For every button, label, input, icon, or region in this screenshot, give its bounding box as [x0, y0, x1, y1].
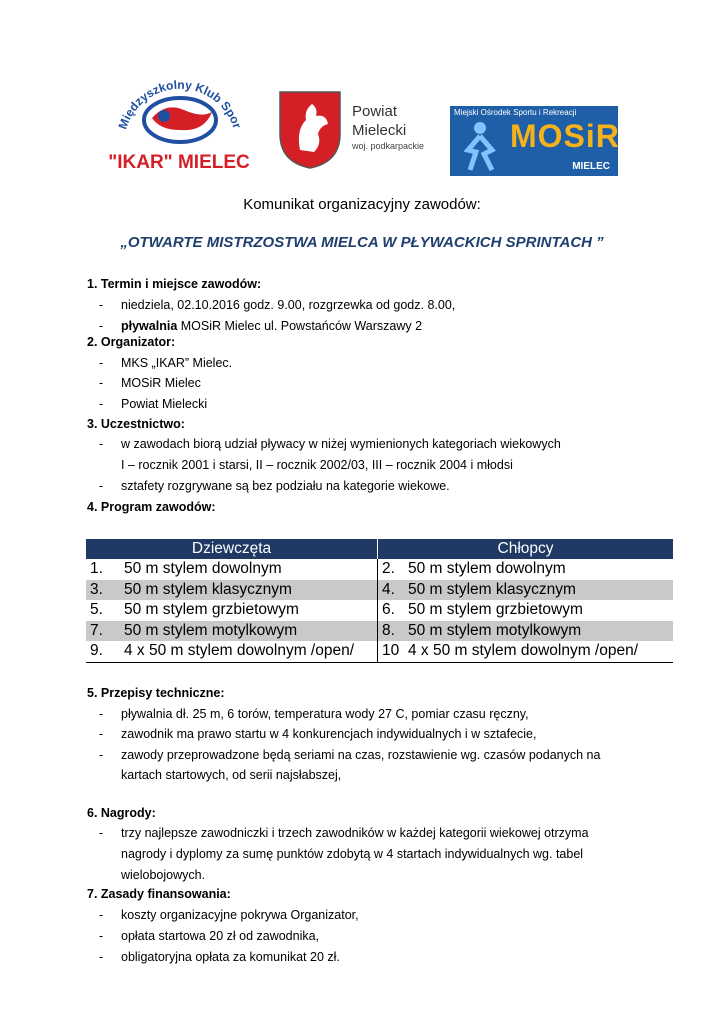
section-4-title: 4. Program zawodów:: [87, 500, 216, 514]
athlete-icon: [456, 120, 504, 172]
list-item: - niedziela, 02.10.2016 godz. 9.00, rozgrzewka od godz. 8.00,: [99, 298, 456, 312]
powiat-line3: woj. podkarpackie: [352, 141, 425, 151]
list-item-continuation: wielobojowych.: [121, 868, 206, 882]
table-row: 7. 50 m stylem motylkowym 8. 50 m stylem motylkowym: [86, 621, 673, 642]
logo-bar: [0, 58, 724, 180]
list-item: - koszty organizacyjne pokrywa Organizator,: [99, 908, 359, 922]
section-2-title: 2. Organizator:: [87, 335, 176, 349]
list-item: - sztafety rozgrywane są bez podziału na kategorie wiekowe.: [99, 479, 450, 493]
list-item: - Powiat Mielecki: [99, 397, 208, 411]
list-item: - trzy najlepsze zawodniczki i trzech zawodników w każdej kategorii wiekowej otrzyma: [99, 826, 589, 840]
powiat-line1: Powiat: [352, 103, 398, 120]
section-3-title: 3. Uczestnictwo:: [87, 417, 185, 431]
list-item: - pływalnia MOSiR Mielec ul. Powstańców Warszawy 2: [99, 319, 423, 333]
list-item: - obligatoryjna opłata za komunikat 20 zł.: [99, 950, 340, 964]
header-boys: Chłopcy: [378, 539, 674, 559]
list-item-continuation: kartach startowych, od serii najsłabszej,: [121, 768, 342, 782]
list-item-continuation: nagrody i dyplomy za sumę punktów zdobytą w 4 startach indywidualnych wg. tabel: [121, 847, 584, 861]
list-item: - MOSiR Mielec: [99, 376, 201, 390]
ikar-arc-text: Międzyszkolny Klub Spor: [115, 77, 245, 132]
section-5-title: 5. Przepisy techniczne:: [87, 686, 225, 700]
list-item: - w zawodach biorą udział pływacy w niżej wymienionych kategoriach wiekowych: [99, 437, 561, 451]
ikar-logo: [104, 58, 254, 176]
program-table: [86, 539, 673, 663]
list-item-continuation: I – rocznik 2001 i starsi, II – rocznik 2002/03, III – rocznik 2004 i młodsi: [121, 458, 513, 472]
ikar-name: "IKAR" MIELEC: [108, 152, 250, 173]
mosir-main-text: MOSiR: [510, 118, 620, 154]
header-girls: Dziewczęta: [86, 539, 378, 559]
section-6-title: 6. Nagrody:: [87, 806, 156, 820]
powiat-line2: Mielecki: [352, 122, 407, 139]
list-item: - opłata startowa 20 zł od zawodnika,: [99, 929, 320, 943]
section-7-title: 7. Zasady finansowania:: [87, 887, 231, 901]
list-item: - MKS „IKAR” Mielec.: [99, 356, 233, 370]
document-heading: Komunikat organizacyjny zawodów:: [243, 196, 481, 213]
list-item: - pływalnia dł. 25 m, 6 torów, temperatura wody 27 C, pomiar czasu ręczny,: [99, 707, 529, 721]
table-row: 5. 50 m stylem grzbietowym 6. 50 m stylem grzbietowym: [86, 600, 673, 621]
list-item: - zawodnik ma prawo startu w 4 konkurencjach indywidualnych i w sztafecie,: [99, 727, 537, 741]
mosir-top-text: Miejski Ośrodek Sportu i Rekreacji: [454, 108, 577, 117]
coat-of-arms-icon: [278, 90, 342, 170]
mosir-logo: [450, 106, 618, 176]
list-item: - zawody przeprowadzone będą seriami na czas, rozstawienie wg. czasów podanych na: [99, 748, 601, 762]
document-title: „OTWARTE MISTRZOSTWA MIELCA W PŁYWACKICH SPRINTACH ”: [120, 234, 604, 251]
table-row: 3. 50 m stylem klasycznym 4. 50 m stylem klasycznym: [86, 580, 673, 601]
table-row: 1. 50 m stylem dowolnym 2. 50 m stylem dowolnym: [86, 559, 673, 580]
mosir-sub-text: MIELEC: [572, 161, 610, 172]
section-1-title: 1. Termin i miejsce zawodów:: [87, 277, 262, 291]
powiat-logo: [278, 90, 448, 170]
table-row: 9. 4 x 50 m stylem dowolnym /open/ 10 4 x 50 m stylem dowolnym /open/: [86, 641, 673, 662]
powiat-text: [352, 102, 424, 152]
